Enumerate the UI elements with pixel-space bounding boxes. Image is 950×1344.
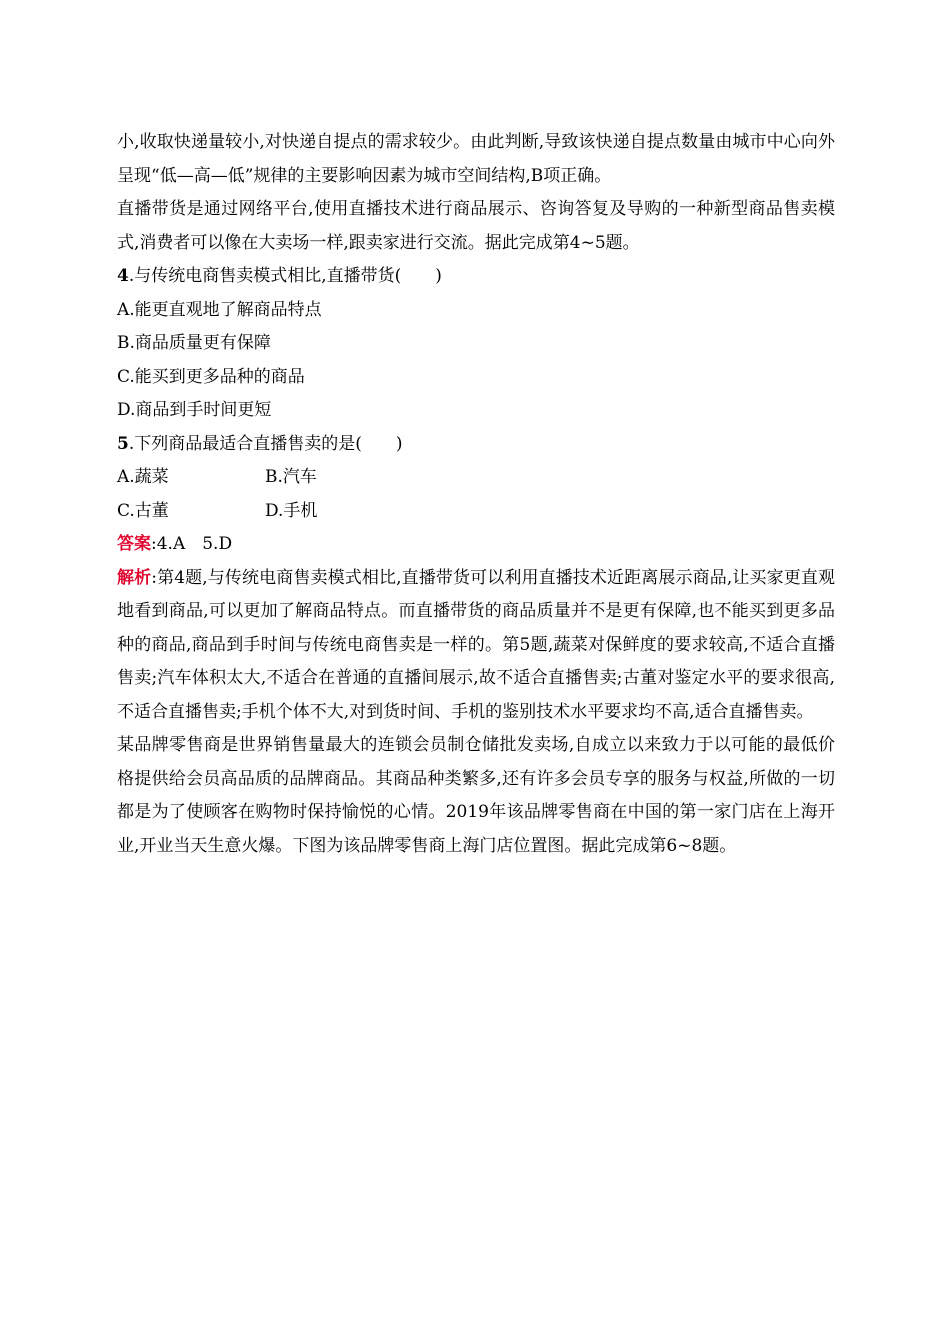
intro-continuation-paragraph: 小,收取快递量较小,对快递自提点的需求较少。由此判断,导致该快递自提点数量由城市中心向外呈现“低—高—低”规律的主要影响因素为城市空间结构,B项正确。 [117, 132, 835, 186]
question-4-text: .与传统电商售卖模式相比,直播带货( ) [128, 266, 442, 286]
question-5-options-row-1 [117, 461, 835, 495]
question-5-option-d: D.手机 [265, 500, 318, 521]
analysis-text: :第4题,与传统电商售卖模式相比,直播带货可以利用直播技术近距离展示商品,让买家更直观地看到商品,可以更加了解商品特点。而直播带货的商品质量并不是更有保障,也不能买到更多品种的商品,商品到手时间与传统电商售卖是一样的。第5题,蔬菜对保鲜度的要求较高,不适合直播售卖;汽车体积太大,不适合在普通的直播间展示,故不适合直播售卖;古董对鉴定水平的要求很高,不适合直播售卖;手机个体不大,对到货时间、手机的鉴别技术水平要求均不高,适合直播售卖。 [117, 567, 835, 722]
question-4-option-b: B.商品质量更有保障 [117, 333, 271, 353]
question-5-option-c: C.古董 [117, 500, 169, 521]
question-4 [117, 260, 835, 428]
question-4-option-d: D.商品到手时间更短 [117, 400, 272, 420]
question-5 [117, 428, 835, 529]
material-paragraph-2: 某品牌零售商是世界销售量最大的连锁会员制仓储批发卖场,自成立以来致力于以可能的最低价格提供给会员高品质的品牌商品。其商品种类繁多,还有许多会员专享的服务与权益,所做的一切都是为了使顾客在购物时保持愉悦的心情。2019年该品牌零售商在中国的第一家门店在上海开业,开业当天生意火爆。下图为该品牌零售商上海门店位置图。据此完成第6~8题。 [117, 735, 835, 856]
question-5-stem [117, 428, 835, 462]
analysis-label: 解析 [117, 567, 152, 588]
question-5-number: 5 [117, 433, 129, 454]
question-5-text: .下列商品最适合直播售卖的是( ) [128, 433, 403, 454]
material-paragraph-1: 直播带货是通过网络平台,使用直播技术进行商品展示、咨询答复及导购的一种新型商品售卖模式,消费者可以像在大卖场一样,跟卖家进行交流。据此完成第4~5题。 [117, 199, 835, 253]
question-4-option-a: A.能更直观地了解商品特点 [117, 299, 322, 320]
question-5-option-a: A.蔬菜 [117, 467, 169, 487]
question-5-options-row-2 [117, 495, 835, 529]
question-4-stem [117, 260, 835, 294]
answer-label: 答案 [117, 534, 151, 554]
analysis-paragraph [117, 562, 835, 730]
answer-text: :4.A 5.D [151, 534, 233, 554]
question-5-option-b: B.汽车 [265, 467, 317, 487]
question-4-number: 4 [117, 266, 129, 286]
document-page [117, 126, 835, 863]
question-4-option-c: C.能买到更多品种的商品 [117, 366, 305, 387]
answer-line [117, 528, 835, 562]
